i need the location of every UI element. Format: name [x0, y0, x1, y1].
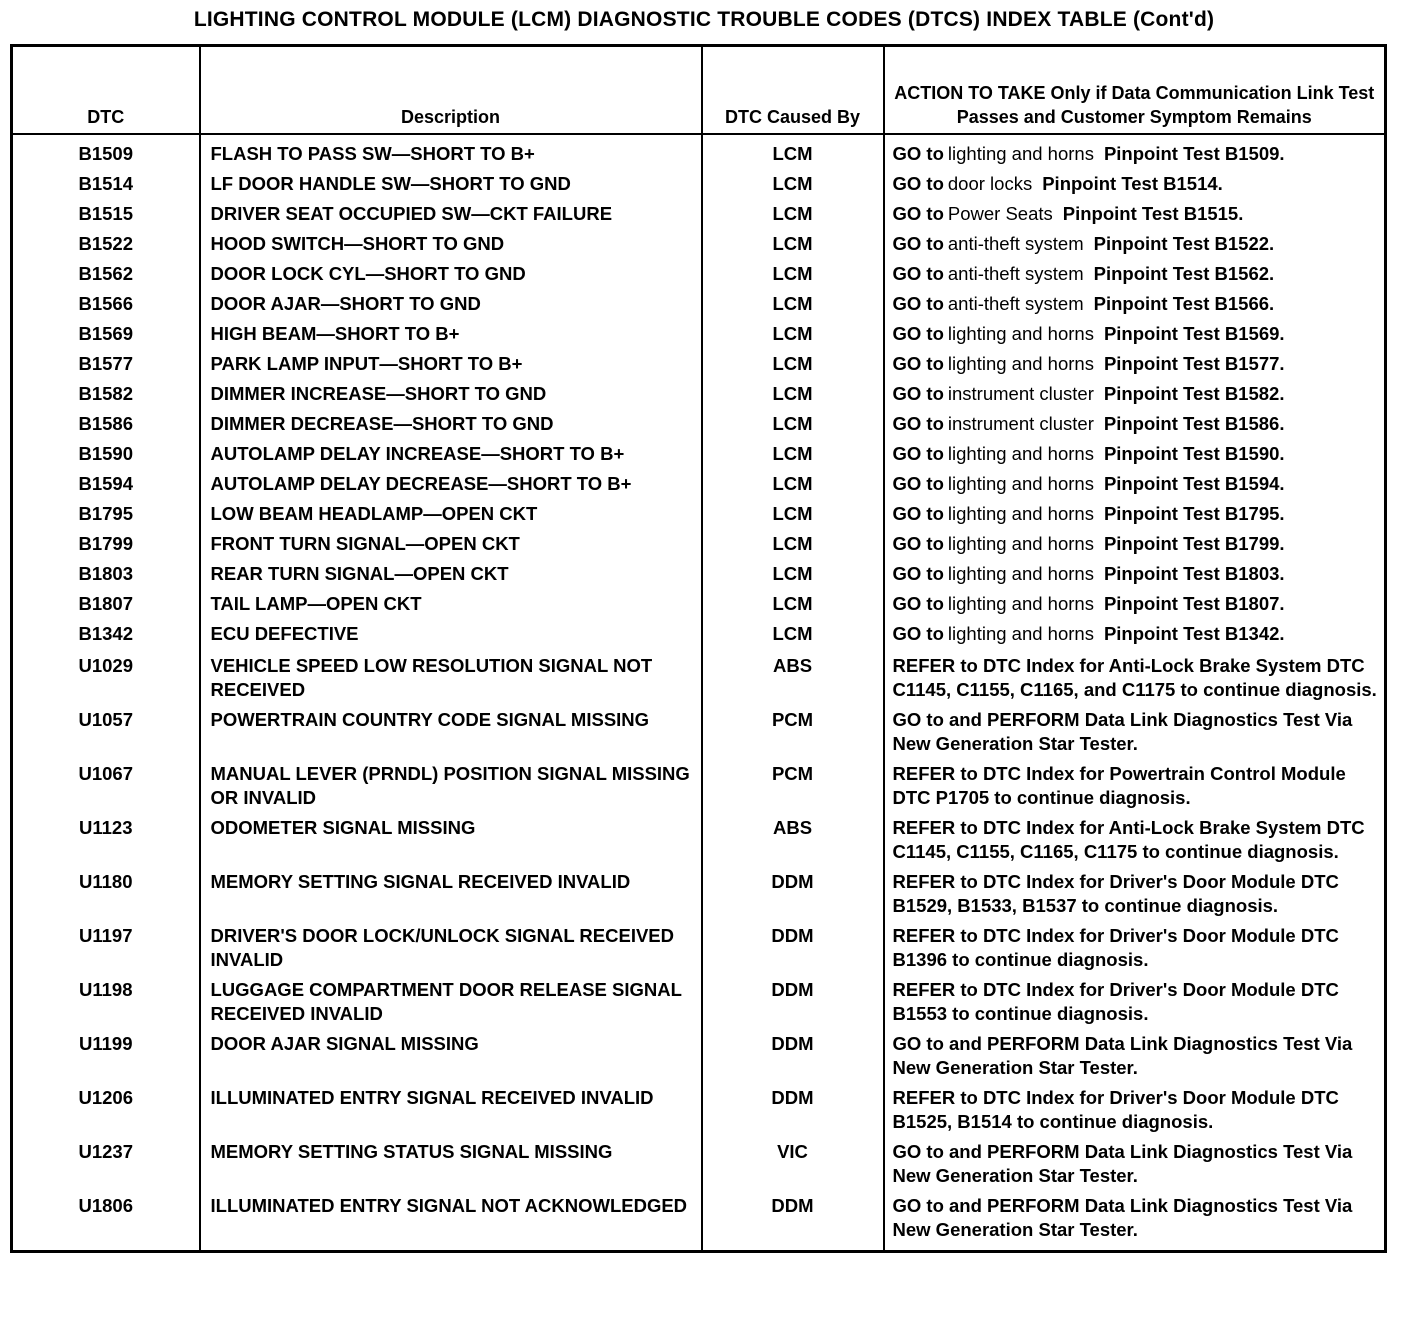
table-row: [12, 379, 1386, 409]
description-cell: MEMORY SETTING SIGNAL RECEIVED INVALID: [200, 865, 702, 919]
goto-text: GO to: [892, 143, 944, 164]
goto-text: GO to: [892, 503, 944, 524]
pinpoint-test-text: Pinpoint Test B1509.: [1103, 143, 1285, 164]
pinpoint-test-text: Pinpoint Test B1590.: [1103, 443, 1285, 464]
action-cell: [884, 469, 1386, 499]
action-cell: [884, 409, 1386, 439]
action-cell: [884, 289, 1386, 319]
table-row: [12, 1081, 1386, 1135]
goto-text: GO to: [892, 623, 944, 644]
caused-by-cell: PCM: [702, 757, 884, 811]
dtc-code-cell: U1067: [78, 763, 133, 784]
pinpoint-test-text: Pinpoint Test B1594.: [1103, 473, 1285, 494]
action-cell: [884, 134, 1386, 169]
dtc-code-cell: B1590: [78, 443, 133, 464]
table-row: [12, 169, 1386, 199]
action-cell: [884, 199, 1386, 229]
description-cell: TAIL LAMP—OPEN CKT: [200, 589, 702, 619]
description-cell: HOOD SWITCH—SHORT TO GND: [200, 229, 702, 259]
dtc-code-cell: B1522: [78, 233, 133, 254]
table-row: [12, 349, 1386, 379]
caused-by-cell: LCM: [702, 499, 884, 529]
table-row: [12, 319, 1386, 349]
dtc-code-cell: B1566: [78, 293, 133, 314]
action-cell: [884, 229, 1386, 259]
description-cell: AUTOLAMP DELAY DECREASE—SHORT TO B+: [200, 469, 702, 499]
pinpoint-test-text: Pinpoint Test B1569.: [1103, 323, 1285, 344]
description-cell: HIGH BEAM—SHORT TO B+: [200, 319, 702, 349]
caused-by-cell: LCM: [702, 559, 884, 589]
dtc-code-cell: U1180: [79, 871, 133, 892]
caused-by-cell: DDM: [702, 973, 884, 1027]
table-row: [12, 559, 1386, 589]
dtc-code-cell: B1515: [78, 203, 133, 224]
description-cell: LOW BEAM HEADLAMP—OPEN CKT: [200, 499, 702, 529]
system-text: anti-theft system: [947, 293, 1084, 314]
dtc-code-cell: B1586: [78, 413, 133, 434]
pinpoint-test-text: Pinpoint Test B1342.: [1103, 623, 1285, 644]
action-cell: [884, 529, 1386, 559]
description-cell: POWERTRAIN COUNTRY CODE SIGNAL MISSING: [200, 703, 702, 757]
goto-text: GO to: [892, 263, 944, 284]
description-cell: PARK LAMP INPUT—SHORT TO B+: [200, 349, 702, 379]
description-cell: DOOR AJAR—SHORT TO GND: [200, 289, 702, 319]
dtc-code-cell: B1569: [78, 323, 133, 344]
dtc-code-cell: U1123: [79, 817, 133, 838]
action-cell: GO to and PERFORM Data Link Diagnostics Test Via New Generation Star Tester.: [884, 1027, 1386, 1081]
caused-by-cell: LCM: [702, 379, 884, 409]
pinpoint-test-text: Pinpoint Test B1582.: [1103, 383, 1285, 404]
table-row: [12, 499, 1386, 529]
action-cell: GO to and PERFORM Data Link Diagnostics Test Via New Generation Star Tester.: [884, 1135, 1386, 1189]
description-cell: LUGGAGE COMPARTMENT DOOR RELEASE SIGNAL RECEIVED INVALID: [200, 973, 702, 1027]
header-caused-by: DTC Caused By: [702, 46, 884, 135]
caused-by-cell: LCM: [702, 289, 884, 319]
dtc-code-cell: B1342: [78, 623, 133, 644]
action-cell: [884, 379, 1386, 409]
description-cell: DRIVER SEAT OCCUPIED SW—CKT FAILURE: [200, 199, 702, 229]
goto-text: GO to: [892, 323, 944, 344]
header-description: Description: [200, 46, 702, 135]
caused-by-cell: LCM: [702, 259, 884, 289]
dtc-code-cell: U1029: [78, 655, 133, 676]
table-row: [12, 589, 1386, 619]
dtc-code-cell: B1514: [78, 173, 133, 194]
table-row: [12, 649, 1386, 703]
description-cell: LF DOOR HANDLE SW—SHORT TO GND: [200, 169, 702, 199]
caused-by-cell: LCM: [702, 469, 884, 499]
header-action: ACTION TO TAKE Only if Data Communication Link Test Passes and Customer Symptom Remains: [884, 46, 1386, 135]
description-cell: VEHICLE SPEED LOW RESOLUTION SIGNAL NOT RECEIVED: [200, 649, 702, 703]
system-text: lighting and horns: [947, 323, 1094, 344]
description-cell: ILLUMINATED ENTRY SIGNAL RECEIVED INVALID: [200, 1081, 702, 1135]
goto-text: GO to: [892, 383, 944, 404]
description-cell: FRONT TURN SIGNAL—OPEN CKT: [200, 529, 702, 559]
action-cell: [884, 499, 1386, 529]
action-cell: [884, 319, 1386, 349]
dtc-code-cell: B1803: [78, 563, 133, 584]
action-cell: REFER to DTC Index for Driver's Door Module DTC B1529, B1533, B1537 to continue diagnosis.: [884, 865, 1386, 919]
description-cell: DIMMER DECREASE—SHORT TO GND: [200, 409, 702, 439]
dtc-code-cell: B1577: [78, 353, 133, 374]
table-row: [12, 259, 1386, 289]
caused-by-cell: LCM: [702, 134, 884, 169]
pinpoint-test-text: Pinpoint Test B1522.: [1093, 233, 1275, 254]
caused-by-cell: LCM: [702, 529, 884, 559]
action-cell: [884, 619, 1386, 649]
pinpoint-test-text: Pinpoint Test B1807.: [1103, 593, 1285, 614]
caused-by-cell: DDM: [702, 865, 884, 919]
table-row: [12, 703, 1386, 757]
description-cell: ECU DEFECTIVE: [200, 619, 702, 649]
goto-text: GO to: [892, 203, 944, 224]
description-cell: DOOR AJAR SIGNAL MISSING: [200, 1027, 702, 1081]
system-text: lighting and horns: [947, 563, 1094, 584]
caused-by-cell: LCM: [702, 409, 884, 439]
goto-text: GO to: [892, 593, 944, 614]
action-cell: [884, 169, 1386, 199]
pinpoint-test-text: Pinpoint Test B1515.: [1062, 203, 1244, 224]
system-text: door locks: [947, 173, 1033, 194]
caused-by-cell: LCM: [702, 169, 884, 199]
header-dtc: DTC: [12, 46, 200, 135]
action-cell: GO to and PERFORM Data Link Diagnostics Test Via New Generation Star Tester.: [884, 1189, 1386, 1252]
goto-text: GO to: [892, 353, 944, 374]
system-text: lighting and horns: [947, 353, 1094, 374]
table-row: [12, 1189, 1386, 1252]
dtc-code-cell: B1795: [78, 503, 133, 524]
table-row: [12, 1135, 1386, 1189]
dtc-index-table: [10, 44, 1387, 1253]
goto-text: GO to: [892, 533, 944, 554]
goto-text: GO to: [892, 443, 944, 464]
table-row: [12, 289, 1386, 319]
dtc-code-cell: U1198: [79, 979, 133, 1000]
pinpoint-test-text: Pinpoint Test B1586.: [1103, 413, 1285, 434]
action-cell: [884, 589, 1386, 619]
system-text: lighting and horns: [947, 443, 1094, 464]
system-text: instrument cluster: [947, 383, 1094, 404]
table-row: [12, 919, 1386, 973]
goto-text: GO to: [892, 233, 944, 254]
table-row: [12, 409, 1386, 439]
action-cell: REFER to DTC Index for Driver's Door Module DTC B1396 to continue diagnosis.: [884, 919, 1386, 973]
dtc-code-cell: B1807: [78, 593, 133, 614]
description-cell: DOOR LOCK CYL—SHORT TO GND: [200, 259, 702, 289]
caused-by-cell: LCM: [702, 319, 884, 349]
description-cell: DIMMER INCREASE—SHORT TO GND: [200, 379, 702, 409]
system-text: lighting and horns: [947, 593, 1094, 614]
caused-by-cell: DDM: [702, 1027, 884, 1081]
dtc-code-cell: U1806: [78, 1195, 133, 1216]
table-row: [12, 199, 1386, 229]
dtc-code-cell: U1057: [78, 709, 133, 730]
action-cell: [884, 259, 1386, 289]
system-text: lighting and horns: [947, 503, 1094, 524]
caused-by-cell: DDM: [702, 919, 884, 973]
table-row: [12, 811, 1386, 865]
goto-text: GO to: [892, 413, 944, 434]
caused-by-cell: LCM: [702, 589, 884, 619]
system-text: instrument cluster: [947, 413, 1094, 434]
table-row: [12, 469, 1386, 499]
page-title: LIGHTING CONTROL MODULE (LCM) DIAGNOSTIC TROUBLE CODES (DTCS) INDEX TABLE (Cont'd): [193, 8, 1215, 31]
table-body: [12, 134, 1386, 1252]
dtc-code-cell: B1509: [78, 143, 133, 164]
action-cell: REFER to DTC Index for Anti-Lock Brake System DTC C1145, C1155, C1165, C1175 to continue diagnosis.: [884, 811, 1386, 865]
caused-by-cell: PCM: [702, 703, 884, 757]
caused-by-cell: ABS: [702, 649, 884, 703]
pinpoint-test-text: Pinpoint Test B1799.: [1103, 533, 1285, 554]
action-cell: [884, 559, 1386, 589]
system-text: anti-theft system: [947, 233, 1084, 254]
system-text: lighting and horns: [947, 623, 1094, 644]
table-row: [12, 865, 1386, 919]
table-row: [12, 439, 1386, 469]
dtc-code-cell: B1582: [78, 383, 133, 404]
pinpoint-test-text: Pinpoint Test B1514.: [1042, 173, 1223, 194]
caused-by-cell: VIC: [702, 1135, 884, 1189]
pinpoint-test-text: Pinpoint Test B1566.: [1093, 293, 1275, 314]
pinpoint-test-text: Pinpoint Test B1577.: [1103, 353, 1285, 374]
system-text: lighting and horns: [947, 473, 1094, 494]
goto-text: GO to: [892, 473, 944, 494]
table-row: [12, 973, 1386, 1027]
dtc-code-cell: B1594: [78, 473, 133, 494]
dtc-code-cell: B1799: [78, 533, 133, 554]
caused-by-cell: LCM: [702, 439, 884, 469]
pinpoint-test-text: Pinpoint Test B1562.: [1093, 263, 1275, 284]
system-text: anti-theft system: [947, 263, 1084, 284]
caused-by-cell: LCM: [702, 229, 884, 259]
action-cell: [884, 349, 1386, 379]
caused-by-cell: LCM: [702, 619, 884, 649]
pinpoint-test-text: Pinpoint Test B1803.: [1103, 563, 1285, 584]
table-header-row: [12, 46, 1386, 135]
action-cell: REFER to DTC Index for Driver's Door Module DTC B1553 to continue diagnosis.: [884, 973, 1386, 1027]
system-text: lighting and horns: [947, 533, 1094, 554]
table-row: [12, 1027, 1386, 1081]
table-row: [12, 229, 1386, 259]
caused-by-cell: ABS: [702, 811, 884, 865]
caused-by-cell: DDM: [702, 1189, 884, 1252]
dtc-code-cell: U1199: [79, 1033, 133, 1054]
caused-by-cell: LCM: [702, 349, 884, 379]
caused-by-cell: LCM: [702, 199, 884, 229]
table-row: [12, 529, 1386, 559]
action-cell: REFER to DTC Index for Anti-Lock Brake System DTC C1145, C1155, C1165, and C1175 to continue diagnosis.: [884, 649, 1386, 703]
description-cell: FLASH TO PASS SW—SHORT TO B+: [200, 134, 702, 169]
action-cell: [884, 439, 1386, 469]
table-row: [12, 134, 1386, 169]
pinpoint-test-text: Pinpoint Test B1795.: [1103, 503, 1285, 524]
system-text: Power Seats: [947, 203, 1053, 224]
description-cell: REAR TURN SIGNAL—OPEN CKT: [200, 559, 702, 589]
dtc-code-cell: U1197: [79, 925, 133, 946]
caused-by-cell: DDM: [702, 1081, 884, 1135]
dtc-code-cell: U1237: [78, 1141, 133, 1162]
description-cell: MANUAL LEVER (PRNDL) POSITION SIGNAL MISSING OR INVALID: [200, 757, 702, 811]
goto-text: GO to: [892, 173, 944, 194]
description-cell: DRIVER'S DOOR LOCK/UNLOCK SIGNAL RECEIVED INVALID: [200, 919, 702, 973]
action-cell: GO to and PERFORM Data Link Diagnostics Test Via New Generation Star Tester.: [884, 703, 1386, 757]
description-cell: MEMORY SETTING STATUS SIGNAL MISSING: [200, 1135, 702, 1189]
table-row: [12, 619, 1386, 649]
goto-text: GO to: [892, 563, 944, 584]
action-cell: REFER to DTC Index for Powertrain Control Module DTC P1705 to continue diagnosis.: [884, 757, 1386, 811]
dtc-code-cell: U1206: [78, 1087, 133, 1108]
description-cell: AUTOLAMP DELAY INCREASE—SHORT TO B+: [200, 439, 702, 469]
description-cell: ODOMETER SIGNAL MISSING: [200, 811, 702, 865]
dtc-code-cell: B1562: [78, 263, 133, 284]
system-text: lighting and horns: [947, 143, 1094, 164]
table-row: [12, 757, 1386, 811]
description-cell: ILLUMINATED ENTRY SIGNAL NOT ACKNOWLEDGED: [200, 1189, 702, 1252]
goto-text: GO to: [892, 293, 944, 314]
action-cell: REFER to DTC Index for Driver's Door Module DTC B1525, B1514 to continue diagnosis.: [884, 1081, 1386, 1135]
